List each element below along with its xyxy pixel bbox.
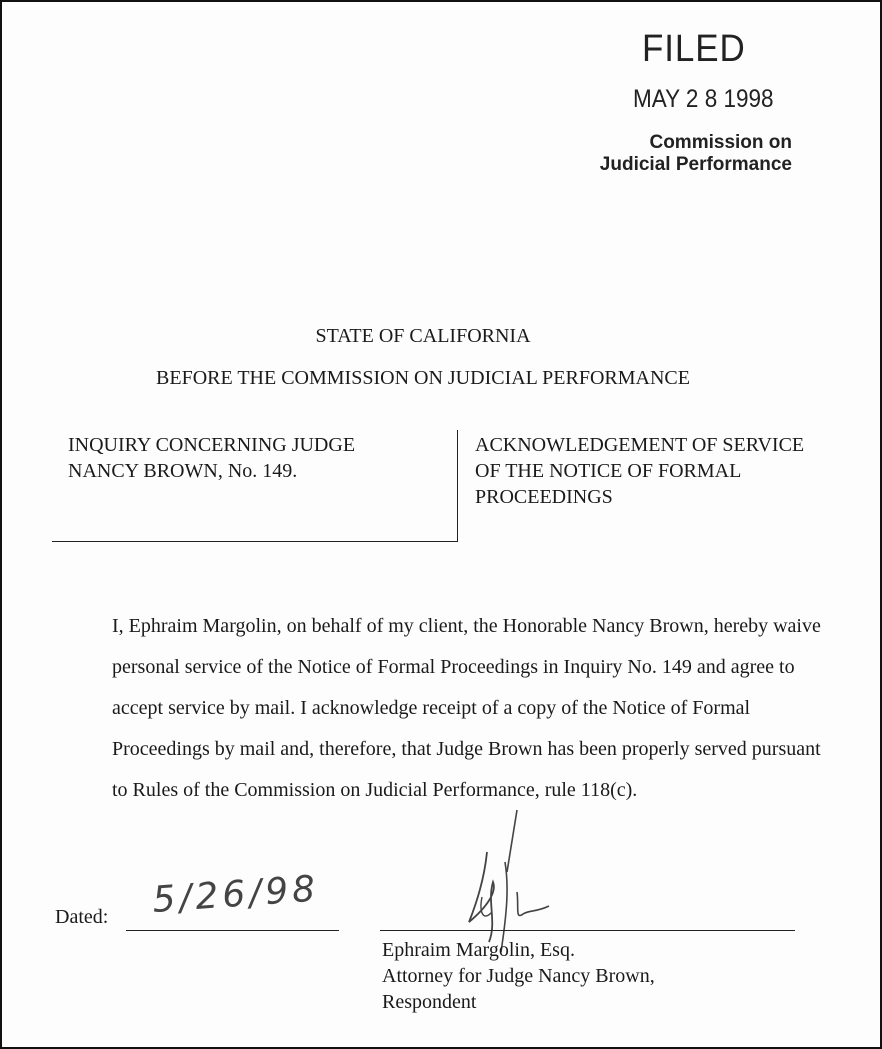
filed-date-stamp: MAY 2 8 1998: [633, 85, 774, 113]
body-section: [62, 606, 822, 811]
commission-heading: BEFORE THE COMMISSION ON JUDICIAL PERFORMANCE: [156, 367, 690, 389]
dated-handwritten-value: 5/26/98: [151, 868, 321, 921]
document-title-line-3: PROCEEDINGS: [475, 486, 613, 508]
case-caption-left: [68, 432, 448, 484]
filed-agency-stamp: [594, 132, 792, 176]
caption-left-line-2: NANCY BROWN, No. 149.: [68, 460, 298, 482]
filed-stamp: FILED: [642, 28, 746, 70]
state-heading: STATE OF CALIFORNIA: [315, 325, 531, 347]
signer-role: Respondent: [382, 991, 477, 1013]
agency-line-2: Judicial Performance: [599, 154, 792, 175]
signer-title: Attorney for Judge Nancy Brown,: [382, 965, 655, 987]
signature-line: [380, 930, 795, 931]
dated-label: Dated:: [55, 906, 109, 928]
caption-left-line-1: INQUIRY CONCERNING JUDGE: [68, 434, 356, 456]
document-title-line-1: ACKNOWLEDGEMENT OF SERVICE: [475, 434, 805, 456]
caption-divider-horizontal: [52, 541, 458, 542]
body-paragraph: I, Ephraim Margolin, on behalf of my client, the Honorable Nancy Brown, hereby waive personal service of the Notice of Formal Proceedings in Inquiry No. 149 and agree to accept service by mail. I acknowledge receipt of a copy of the Notice of Formal Proceedings by mail and, therefore, that Judge Brown has been properly served pursuant to Rules of the Commission on Judicial Performance, rule 118(c).: [112, 615, 821, 801]
agency-line-1: Commission on: [649, 132, 792, 153]
dated-underline: [126, 930, 339, 931]
document-title: [475, 432, 865, 510]
signer-name: Ephraim Margolin, Esq.: [382, 939, 575, 961]
document-title-line-2: OF THE NOTICE OF FORMAL: [475, 460, 742, 482]
signature-block: [382, 937, 655, 1015]
caption-divider-vertical: [457, 430, 458, 542]
